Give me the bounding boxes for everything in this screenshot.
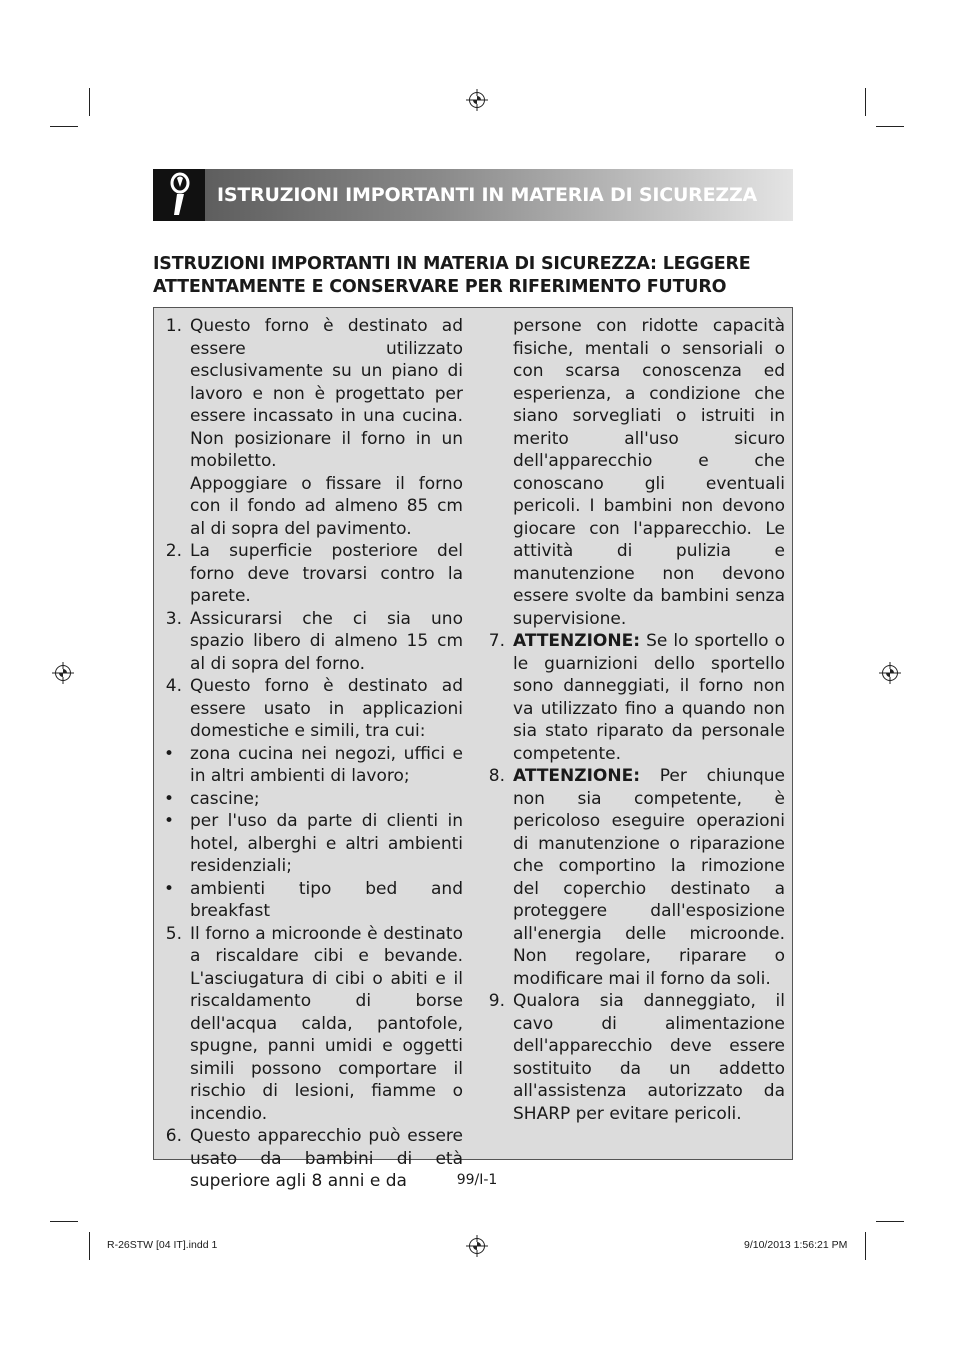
warning-label: ATTENZIONE: xyxy=(513,631,641,651)
bullet-text: cascine; xyxy=(190,788,260,809)
warning-label: ATTENZIONE: xyxy=(513,766,641,786)
instruction-item-3 xyxy=(160,608,463,676)
crop-mark xyxy=(865,1232,866,1260)
page-number: 99/I-1 xyxy=(456,1172,498,1188)
bullet-item xyxy=(160,810,463,878)
instruction-item-2 xyxy=(160,540,463,608)
bullet-item xyxy=(160,788,463,811)
bullet-item xyxy=(160,878,463,923)
item-number: 6. xyxy=(165,1126,182,1146)
bullet-text: ambienti tipo bed and breakfast xyxy=(190,878,463,921)
registration-mark-icon xyxy=(882,665,898,681)
instruction-item-6-continuation: persone con ridotte capacità fisiche, mentali o sensoriali o con scarsa conoscenza ed esperienza, a condizione che siano sorvegliati o istruiti in merito all'uso sicuro dell'apparecchio e che conoscano gli eventuali pericoli. I bambini non devono giocare con l'apparecchio. Le attività di pulizia e manutenzione non devono essere svolte da bambini senza supervisione. xyxy=(513,316,785,629)
instruction-item-9 xyxy=(483,990,785,1125)
item-number: 2. xyxy=(165,541,182,561)
registration-mark-icon xyxy=(469,92,485,108)
instruction-item-7 xyxy=(483,630,785,765)
bullet-icon: • xyxy=(164,878,175,899)
bullet-text: per l'uso da parte di clienti in hotel, alberghi e altri ambienti residenziali; xyxy=(190,811,463,876)
section-banner xyxy=(153,169,793,221)
item-number: 4. xyxy=(165,676,182,696)
heading-line-2: ATTENTAMENTE E CONSERVARE PER RIFERIMENTO FUTURO xyxy=(153,277,727,297)
item-text: Qualora sia danneggiato, il cavo di alimentazione dell'apparecchio deve essere sostituito da un addetto all'assistenza autorizzato da SHARP per evitare pericoli. xyxy=(513,991,785,1124)
item-number: 1. xyxy=(165,316,182,336)
crop-mark xyxy=(876,1221,904,1222)
item-number: 8. xyxy=(488,766,505,786)
instruction-item-5 xyxy=(160,923,463,1126)
item-text: Per chiunque non sia competente, è pericoloso eseguire operazioni di manutenzione o riparazione che comportino la rimozione del coperchio destinato a proteggere dall'esposizione all'energia delle microonde. Non regolare, riparare o modificare mai il forno da soli. xyxy=(513,766,785,989)
crop-mark xyxy=(89,88,90,116)
registration-mark-icon xyxy=(55,665,71,681)
safety-warning-icon xyxy=(153,169,205,221)
item-text: Se lo sportello o le guarnizioni dello sportello sono danneggiati, il forno non va utilizzato fino a quando non sia stato riparato da personale competente. xyxy=(513,631,786,764)
crop-mark xyxy=(865,88,866,116)
crop-mark xyxy=(50,1221,78,1222)
instructions-column-right xyxy=(483,315,785,1125)
item-text: Assicurarsi che ci sia uno spazio libero di almeno 15 cm al di sopra del forno. xyxy=(190,608,463,674)
footer-filename: R-26STW [04 IT].indd 1 xyxy=(107,1239,218,1251)
crop-mark xyxy=(876,126,904,127)
bullet-icon: • xyxy=(164,811,175,831)
item-number: 9. xyxy=(488,991,505,1011)
item-text: Questo forno è destinato ad essere utilizzato esclusivamente su un piano di lavoro e non è progettato per essere incassato in una cucina. Non posizionare il forno in un mobiletto. xyxy=(190,316,463,471)
instruction-item-1-continuation: Appoggiare o fissare il forno con il fondo ad almeno 85 cm al di sopra del pavimento. xyxy=(190,473,463,539)
instructions-column-left xyxy=(160,315,463,1193)
item-number: 5. xyxy=(165,923,182,944)
page-heading xyxy=(153,253,793,299)
item-text: La superficie posteriore del forno deve trovarsi contro la parete. xyxy=(190,541,463,606)
bullet-icon: • xyxy=(164,788,175,809)
bullet-text: zona cucina nei negozi, uffici e in altri ambienti di lavoro; xyxy=(190,743,463,786)
item-text: Questo forno è destinato ad essere usato in applicazioni domestiche e simili, tra cui: xyxy=(190,676,463,741)
instruction-item-4 xyxy=(160,675,463,743)
item-number: 3. xyxy=(165,608,182,629)
crop-mark xyxy=(50,126,78,127)
banner-title: ISTRUZIONI IMPORTANTI IN MATERIA DI SICUREZZA xyxy=(217,184,758,206)
instruction-item-1 xyxy=(160,315,463,473)
item-text: Questo apparecchio può essere usato da bambini di età superiore agli 8 anni e da xyxy=(190,1126,463,1191)
banner-bar xyxy=(205,169,793,221)
bullet-item xyxy=(160,743,463,788)
item-text: Il forno a microonde è destinato a riscaldare cibi e bevande. L'asciugatura di cibi o abiti e il riscaldamento di borse dell'acqua calda, pantofole, spugne, panni umidi e oggetti simili possono comportare il rischio di lesioni, fiamme o incendio. xyxy=(190,923,463,1124)
heading-line-1: ISTRUZIONI IMPORTANTI IN MATERIA DI SICUREZZA: LEGGERE xyxy=(153,254,751,274)
bullet-icon: • xyxy=(164,743,175,764)
crop-mark xyxy=(89,1232,90,1260)
footer-timestamp: 9/10/2013 1:56:21 PM xyxy=(744,1239,848,1251)
item-number: 7. xyxy=(488,631,505,651)
instruction-item-8 xyxy=(483,765,785,990)
registration-mark-icon xyxy=(469,1238,485,1254)
